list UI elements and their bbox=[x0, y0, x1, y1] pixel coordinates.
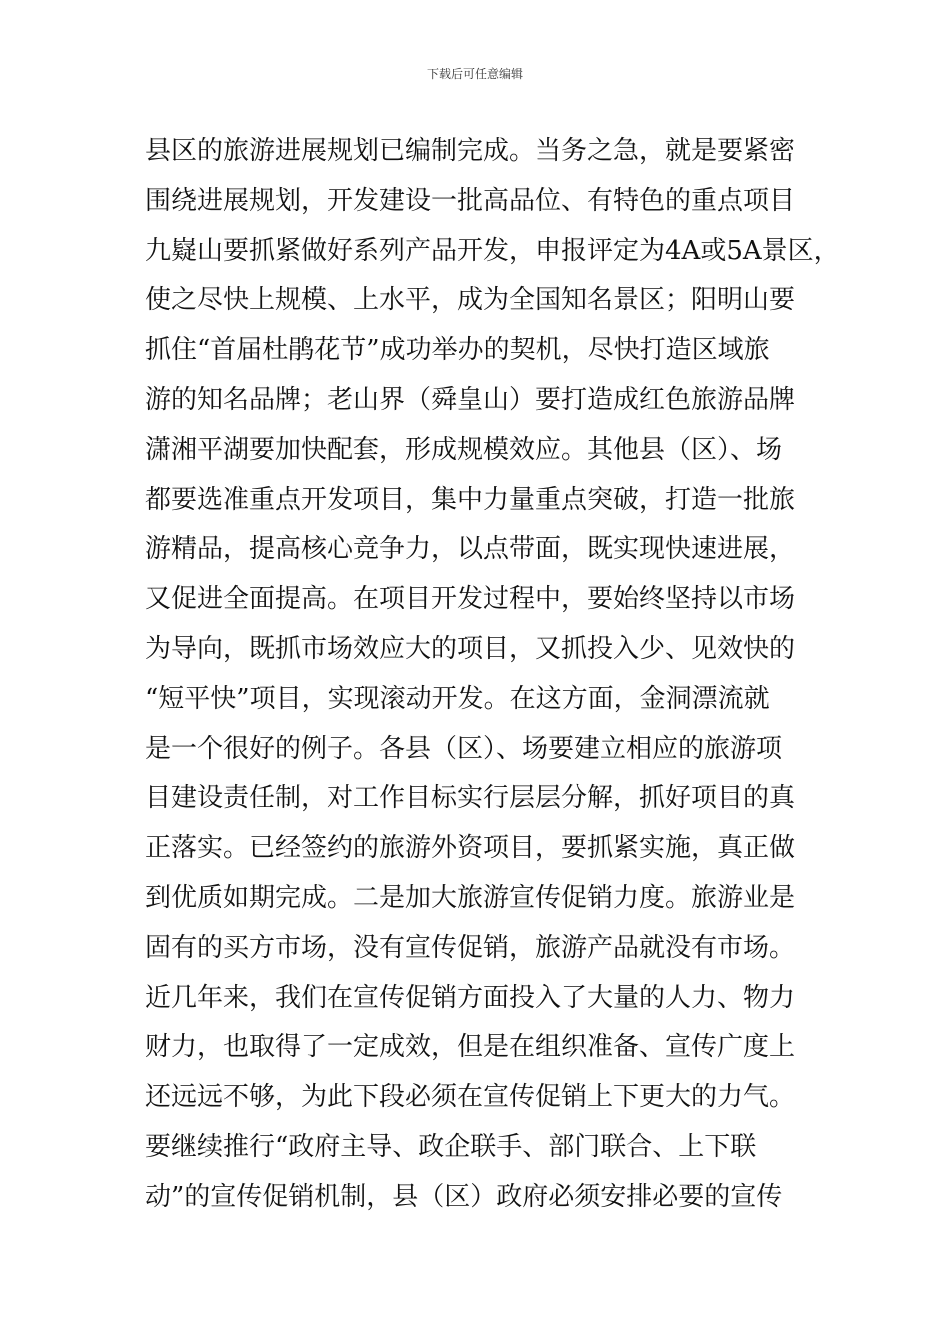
text-line: 抓住“首届杜鹃花节”成功举办的契机，尽快打造区域旅 bbox=[145, 335, 770, 366]
text-line: 正落实。已经签约的旅游外资项目，要抓紧实施，真正做 bbox=[145, 833, 796, 864]
text-line: 使之尽快上规模、上水平，成为全国知名景区；阳明山要 bbox=[145, 285, 796, 316]
text-line: 近几年来，我们在宣传促销方面投入了大量的人力、物力 bbox=[145, 982, 796, 1013]
text-line: 到优质如期完成。二是加大旅游宣传促销力度。旅游业是 bbox=[145, 882, 796, 913]
text-line: 游的知名品牌；老山界（舜皇山）要打造成红色旅游品牌 bbox=[145, 384, 796, 415]
text-line: 目建设责任制，对工作目标实行层层分解，抓好项目的真 bbox=[145, 783, 796, 814]
body-text bbox=[145, 127, 840, 1223]
text-line: 要继续推行“政府主导、政企联手、部门联合、上下联 bbox=[145, 1131, 757, 1162]
text-line: 九嶷山要抓紧做好系列产品开发，申报评定为4A或5A景区， bbox=[145, 235, 840, 266]
text-line: 财力，也取得了一定成效，但是在组织准备、宣传广度上 bbox=[145, 1032, 796, 1063]
text-line: 围绕进展规划，开发建设一批高品位、有特色的重点项目 bbox=[145, 185, 796, 216]
text-line: 固有的买方市场，没有宣传促销，旅游产品就没有市场。 bbox=[145, 932, 796, 963]
text-line: 潇湘平湖要加快配套，形成规模效应。其他县（区）、场 bbox=[145, 434, 783, 465]
page-header: 下载后可任意编辑 bbox=[426, 67, 523, 81]
text-line: “短平快”项目，实现滚动开发。在这方面，金洞漂流就 bbox=[145, 683, 770, 714]
text-line: 为导向，既抓市场效应大的项目，又抓投入少、见效快的 bbox=[145, 633, 796, 664]
text-line: 动”的宣传促销机制，县（区）政府必须安排必要的宣传 bbox=[145, 1181, 783, 1212]
text-line: 又促进全面提高。在项目开发过程中，要始终坚持以市场 bbox=[145, 584, 796, 615]
text-line: 是一个很好的例子。各县（区）、场要建立相应的旅游项 bbox=[145, 733, 783, 764]
text-line: 县区的旅游进展规划已编制完成。当务之急，就是要紧密 bbox=[145, 136, 796, 166]
text-line: 都要选准重点开发项目，集中力量重点突破，打造一批旅 bbox=[145, 484, 796, 515]
text-line: 还远远不够，为此下段必须在宣传促销上下更大的力气。 bbox=[145, 1082, 796, 1113]
text-line: 游精品，提高核心竞争力，以点带面，既实现快速进展， bbox=[145, 534, 796, 565]
